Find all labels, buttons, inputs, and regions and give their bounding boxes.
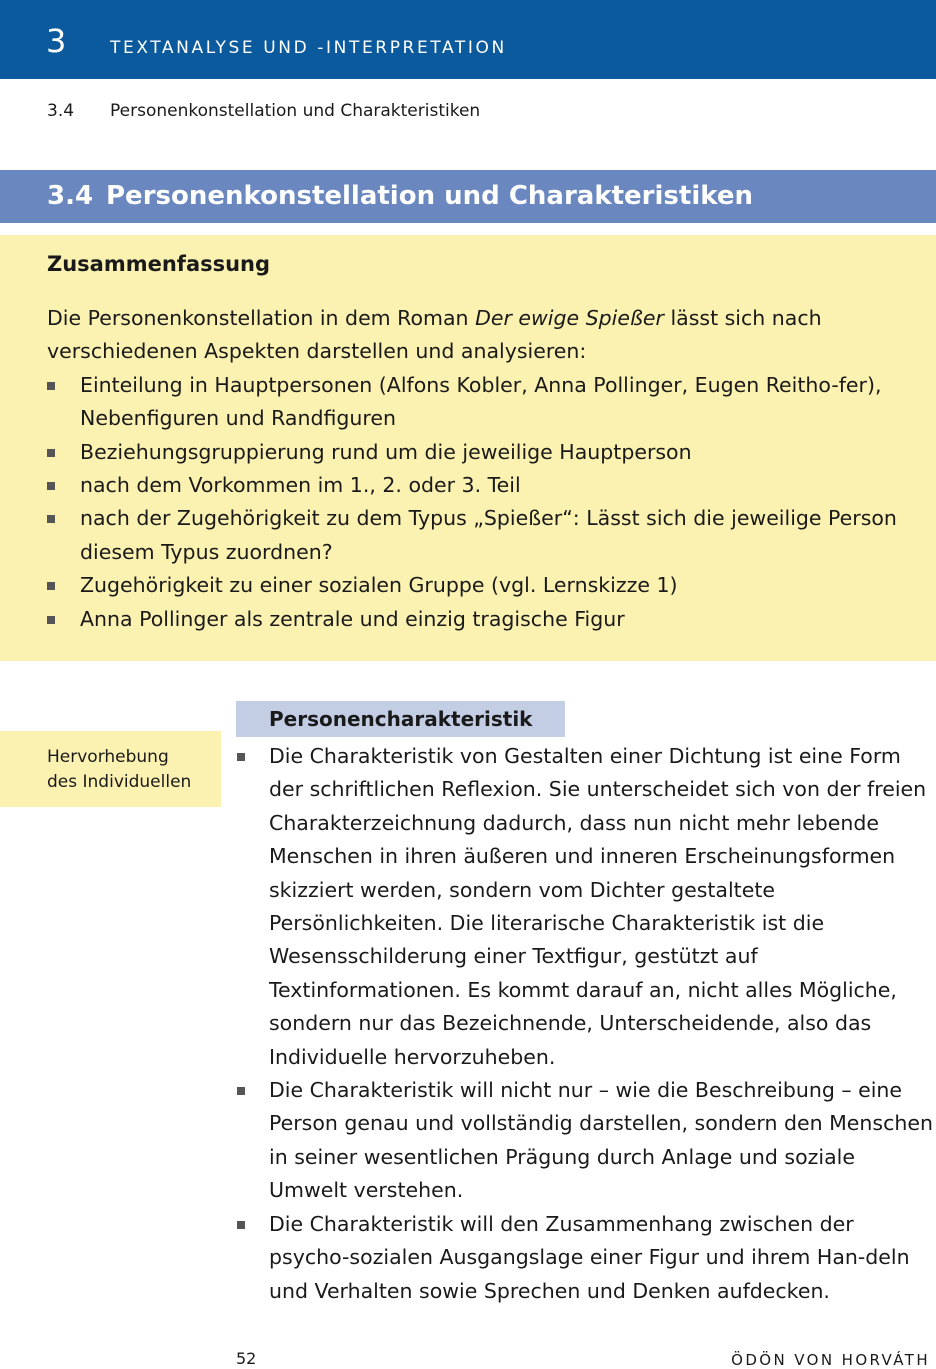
square-bullet-icon [237, 753, 245, 761]
list-item [236, 1208, 936, 1308]
chapter-title: TEXTANALYSE UND -INTERPRETATION [110, 38, 507, 58]
chapter-number: 3 [46, 22, 67, 60]
margin-note [0, 731, 221, 807]
list-item [47, 436, 917, 469]
square-bullet-icon [47, 382, 55, 390]
list-item [236, 1074, 936, 1208]
list-item-text: Die Charakteristik von Gestalten einer Dichtung ist eine Form der schriftlichen Reflexion. Sie unterscheidet sich von der freien Charakterzeichnung dadurch, dass nun nicht mehr lebende Menschen in ihren äußeren und inneren Erscheinungsformen skizziert werden, sondern vom Dichter gestaltete Persönlichkeiten. Die literarische Charakteristik ist die Wesensschilderung einer Textfigur, gestützt auf Textinformationen. Es kommt darauf an, nicht alles Mögliche, sondern nur das Bezeichnende, Unterscheidende, also das Individuelle hervorzuheben. [269, 744, 927, 1069]
characteristic-label: Personencharakteristik [269, 707, 533, 731]
summary-heading: Zusammenfassung [47, 252, 271, 276]
list-item [47, 603, 917, 636]
list-item-text: Einteilung in Hauptpersonen (Alfons Kobler, Anna Pollinger, Eugen Reitho-fer), Nebenfiguren und Randfiguren [80, 372, 882, 431]
list-item-text: nach dem Vorkommen im 1., 2. oder 3. Teil [80, 473, 521, 498]
section-number: 3.4 [47, 181, 94, 211]
list-item [47, 569, 917, 602]
summary-text [47, 302, 917, 636]
list-item [47, 369, 917, 436]
section-title: Personenkonstellation und Charakteristiken [106, 181, 753, 211]
list-item [47, 469, 917, 502]
subsection-number: 3.4 [47, 101, 75, 121]
section-heading-bar [0, 170, 936, 223]
square-bullet-icon [47, 582, 55, 590]
list-item [47, 502, 917, 569]
margin-note-line-2: des Individuellen [47, 772, 192, 792]
list-item-text: Die Charakteristik will nicht nur – wie die Beschreibung – eine Person genau und vollständig darstellen, sondern den Menschen in seiner wesentlichen Prägung durch Anlage und soziale Umwelt verstehen. [269, 1078, 933, 1203]
list-item-text: Beziehungsgruppierung rund um die jeweilige Hauptperson [80, 439, 692, 464]
square-bullet-icon [237, 1221, 245, 1229]
square-bullet-icon [237, 1087, 245, 1095]
characteristic-list [236, 740, 936, 1308]
novel-title: Der ewige Spießer [475, 306, 664, 330]
square-bullet-icon [47, 515, 55, 523]
list-item-text: Anna Pollinger als zentrale und einzig tragische Figur [80, 606, 625, 631]
summary-intro-end: lässt sich nach verschiedenen Aspekten darstellen und analysieren: [47, 306, 822, 364]
chapter-header-bar [0, 0, 936, 79]
summary-intro [47, 302, 917, 369]
page-number: 52 [236, 1349, 257, 1368]
list-item-text: Die Charakteristik will den Zusammenhang zwischen der psycho-sozialen Ausgangslage einer Figur und ihrem Han-deln und Verhalten sowie Sprechen und Denken aufdecken. [269, 1211, 910, 1303]
list-item-text: nach der Zugehörigkeit zu dem Typus „Spießer“: Lässt sich die jeweilige Person diesem Typus zuordnen? [80, 506, 897, 564]
characteristic-label-box [236, 701, 565, 737]
list-item-text: Zugehörigkeit zu einer sozialen Gruppe (vgl. Lernskizze 1) [80, 573, 678, 598]
square-bullet-icon [47, 449, 55, 457]
summary-list [47, 369, 917, 636]
list-item [236, 740, 936, 1074]
summary-intro-start: Die Personenkonstellation in dem Roman [47, 306, 476, 330]
running-footer-author: ÖDÖN VON HORVÁTH [731, 1351, 930, 1369]
subsection-title: Personenkonstellation und Charakteristiken [110, 101, 481, 121]
square-bullet-icon [47, 482, 55, 490]
margin-note-line-1: Hervorhebung [47, 747, 169, 767]
square-bullet-icon [47, 616, 55, 624]
